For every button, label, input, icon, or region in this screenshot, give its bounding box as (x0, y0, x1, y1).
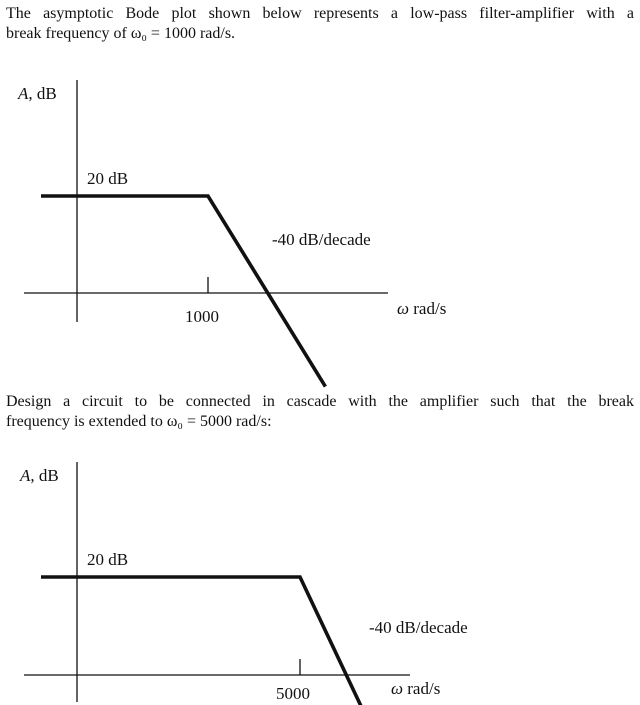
x-tick-label: 1000 (185, 307, 219, 326)
intro-line-2: break frequency of ω₀ = 1000 rad/s. (6, 25, 236, 42)
asymptote-curve (41, 577, 391, 705)
gain-annotation: 20 dB (87, 550, 129, 569)
x-axis-label: ω rad/s (397, 299, 447, 318)
slope-annotation: -40 dB/decade (272, 230, 371, 249)
design-line-2: frequency is extended to ω₀ = 5000 rad/s: (6, 413, 272, 430)
x-tick-label: 5000 (276, 684, 310, 703)
intro-line-1: The asymptotic Bode plot shown below represents a low-pass filter-amplifier with a (6, 5, 634, 22)
x-axis-label: ω rad/s (391, 679, 441, 698)
y-axis-label: A, dB (18, 84, 57, 103)
y-axis-label: A, dB (20, 466, 59, 485)
gain-annotation: 20 dB (87, 169, 129, 188)
design-line-1: Design a circuit to be connected in cascade with the amplifier such that the break (6, 393, 634, 410)
slope-annotation: -40 dB/decade (369, 618, 468, 637)
